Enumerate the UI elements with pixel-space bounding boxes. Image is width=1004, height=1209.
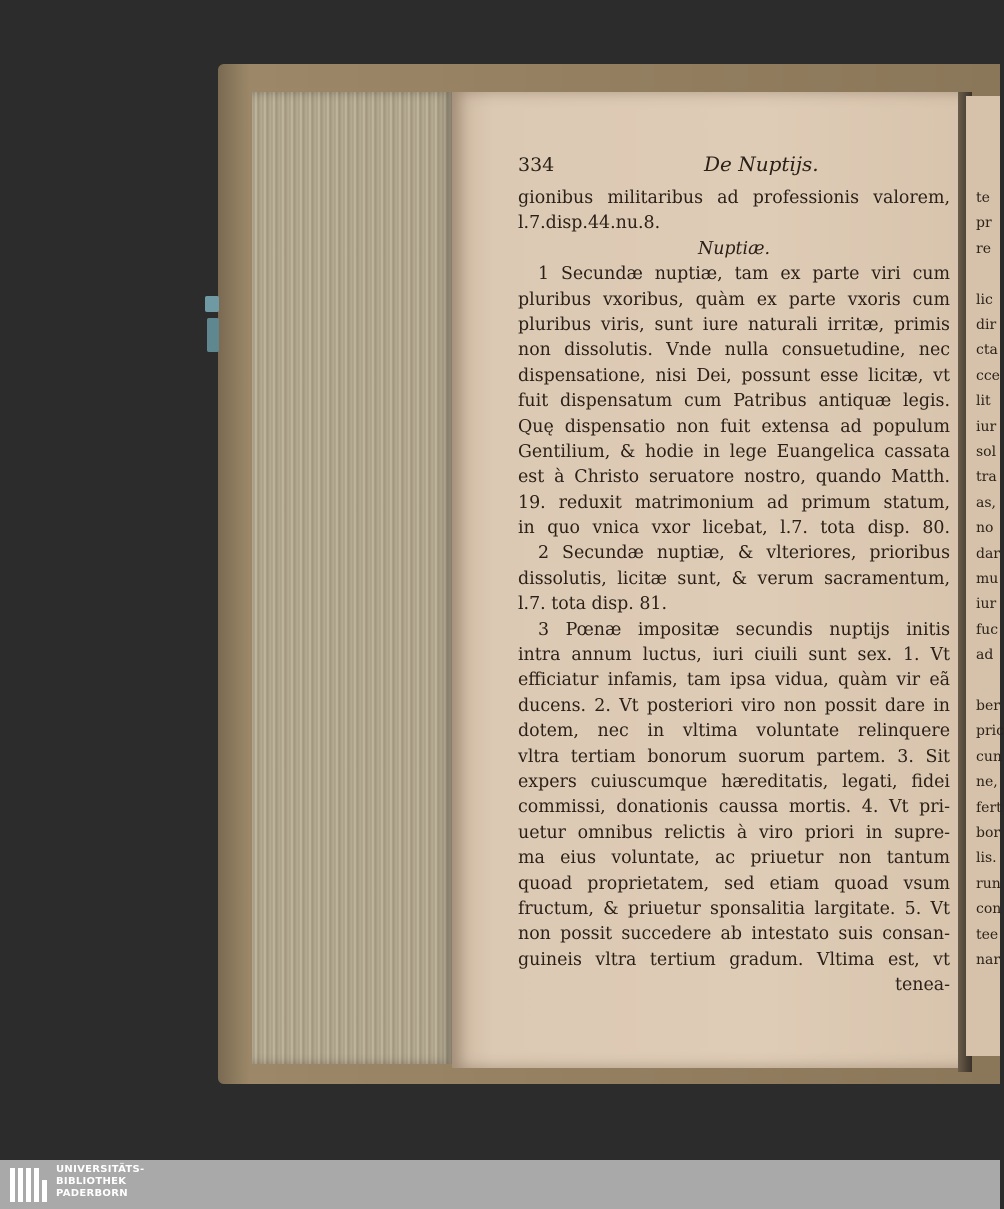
text-line: pluribus viris, sunt iure naturali irritæ, primis xyxy=(518,314,950,335)
text-line: commissi, donationis caussa mortis. 4. Vt pri- xyxy=(518,797,950,818)
text-line: Nuptiæ. xyxy=(698,238,770,259)
text-line: l.7. tota disp. 81. xyxy=(518,594,668,615)
text-line: vltra tertiam bonorum suorum partem. 3. Sit xyxy=(518,746,950,767)
facing-page-text: ne, xyxy=(976,774,998,791)
facing-page-text: mu xyxy=(976,571,999,587)
text-line: intra annum luctus, iuri ciuili sunt sex. 1. Vt xyxy=(518,645,950,666)
facing-page-text: iur xyxy=(976,418,997,435)
running-head: De Nuptijs. xyxy=(704,152,819,176)
facing-page-text: cun xyxy=(976,748,1002,765)
facing-page-text: ber xyxy=(976,698,1000,714)
text-line: pluribus vxoribus, quàm ex parte vxoris cum xyxy=(518,289,950,310)
text-line: uetur omnibus relictis à viro priori in supre- xyxy=(518,822,950,843)
text-line: l.7.disp.44.nu.8. xyxy=(518,213,661,234)
text-line: 3 Pœnæ impositæ secundis nuptijs initis xyxy=(538,619,950,640)
facing-page-text: dar xyxy=(976,545,1001,562)
facing-page-text: tra xyxy=(976,469,997,486)
text-line: non possit succedere ab intestato suis consan- xyxy=(518,924,950,945)
page-block-edge xyxy=(252,92,452,1064)
facing-page-text: run xyxy=(976,875,1001,892)
text-line: gionibus militaribus ad professionis valorem, xyxy=(518,188,950,208)
page-header xyxy=(518,150,948,180)
library-name-line2: BIBLIOTHEK xyxy=(56,1176,127,1187)
page-text xyxy=(518,186,950,999)
facing-page-text: bor xyxy=(976,825,1001,841)
library-footer xyxy=(0,1160,1000,1209)
book-clasp-top xyxy=(205,296,219,312)
library-name xyxy=(56,1164,145,1200)
facing-page-text: sol xyxy=(976,444,997,460)
facing-page-text: iur xyxy=(976,596,997,613)
text-line: non dissolutis. Vnde nulla consuetudine, nec xyxy=(518,340,950,361)
facing-page-text: te xyxy=(976,190,990,206)
book-clasp-bottom xyxy=(207,318,219,352)
text-line: fructum, & priuetur sponsalitia largitate. 5. Vt xyxy=(518,898,950,919)
text-line: in quo vnica vxor licebat, l.7. tota disp. 80. xyxy=(518,518,950,539)
text-line: dotem, nec in vltima voluntate relinquere xyxy=(518,721,950,742)
facing-page-fragment xyxy=(966,96,1004,1056)
text-line: ma eius voluntate, ac priuetur non tantum xyxy=(518,848,950,869)
facing-page-text: con xyxy=(976,901,1002,918)
text-line: tenea- xyxy=(894,975,950,996)
library-name-line1: UNIVERSITÄTS- xyxy=(56,1164,145,1175)
text-line: 2 Secundæ nuptiæ, & vlteriores, prioribus xyxy=(538,543,950,564)
text-line: ducens. 2. Vt posteriori viro non possit dare in xyxy=(518,695,950,716)
facing-page-text: cta xyxy=(976,342,998,359)
text-line: expers cuiuscumque hæreditatis, legati, fidei xyxy=(518,771,950,792)
text-line: Quę dispensatio non fuit extensa ad populum xyxy=(518,416,950,437)
facing-page-text: lis. xyxy=(976,850,997,867)
facing-page-text: fuc xyxy=(976,621,999,638)
facing-page-text: nar xyxy=(976,952,1001,968)
facing-page-text: pr xyxy=(976,215,992,232)
page-number: 334 xyxy=(518,154,555,176)
text-line: 1 Secundæ nuptiæ, tam ex parte viri cum xyxy=(538,264,950,285)
text-line: dissolutis, licitæ sunt, & verum sacramentum, xyxy=(518,568,950,589)
text-line: fuit dispensatum cum Patribus antiquæ legis. xyxy=(518,391,950,412)
text-line: quoad proprietatem, sed etiam quoad vsum xyxy=(518,873,950,894)
library-logo-icon xyxy=(8,1162,52,1206)
facing-page-text: lic xyxy=(976,291,993,308)
text-line: 19. reduxit matrimonium ad primum statum, xyxy=(518,492,950,513)
text-line: Gentilium, & hodie in lege Euangelica cassata xyxy=(518,441,950,462)
text-line: efficiatur infamis, tam ipsa vidua, quàm vir eã xyxy=(518,670,950,691)
facing-page-text: tee xyxy=(976,926,999,943)
facing-page-text: fert xyxy=(976,799,1002,816)
facing-page-text: cce xyxy=(976,367,1000,384)
facing-page-text: ad xyxy=(976,647,994,664)
facing-page-text: no xyxy=(976,520,994,537)
facing-page-text: lit xyxy=(976,393,991,410)
library-name-line3: PADERBORN xyxy=(56,1188,128,1199)
text-line: guineis vltra tertium gradum. Vltima est, vt xyxy=(518,949,950,970)
facing-page-text: pric xyxy=(976,723,1004,740)
facing-page-text: as, xyxy=(976,494,996,511)
text-line: dispensatione, nisi Dei, possunt esse licitæ, vt xyxy=(518,365,950,386)
facing-page-text: re xyxy=(976,240,991,257)
facing-page-text: dir xyxy=(976,317,997,333)
text-line: est à Christo seruatore nostro, quando Matth. xyxy=(518,467,950,488)
